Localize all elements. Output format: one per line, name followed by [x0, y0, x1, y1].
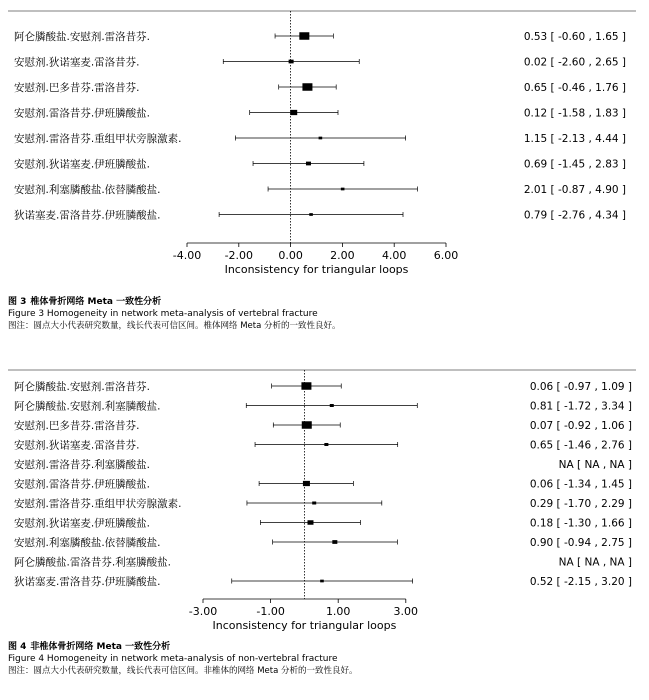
study-label: 阿仑膦酸盐.安慰剂.雷洛昔芬.	[14, 31, 151, 43]
x-tick-label: 0.00	[278, 249, 303, 262]
point-estimate	[307, 520, 313, 525]
study-label: 安慰剂.雷洛昔芬.伊班膦酸盐.	[14, 478, 151, 491]
study-label: 阿仑膦酸盐.雷洛昔芬.利塞膦酸盐.	[14, 556, 172, 569]
x-axis-label: Inconsistency for triangular loops	[224, 263, 409, 276]
study-label: 安慰剂.狄诺塞麦.伊班膦酸盐.	[14, 158, 151, 171]
point-estimate	[302, 83, 312, 91]
x-axis-label: Inconsistency for triangular loops	[212, 619, 397, 632]
point-estimate	[330, 404, 334, 407]
estimate-ci-text: 0.29 [ -1.70 , 2.29 ]	[529, 498, 632, 510]
figure-3-title-en: Figure 3 Homogeneity in network meta-analysis of vertebral fracture	[8, 309, 318, 319]
estimate-ci-text: NA [ NA , NA ]	[558, 556, 632, 569]
study-label: 安慰剂.利塞膦酸盐.依替膦酸盐.	[14, 537, 161, 549]
study-label: 安慰剂.利塞膦酸盐.依替膦酸盐.	[14, 184, 161, 196]
x-tick-label: 6.00	[433, 249, 459, 262]
study-label: 安慰剂.狄诺塞麦.雷洛昔芬.	[14, 56, 140, 69]
study-label: 狄诺塞麦.雷洛昔芬.伊班膦酸盐.	[14, 209, 161, 222]
figure-4-note: 图注：圆点大小代表研究数量，线长代表可信区间。非椎体的网络 Meta 分析的一致性良好。	[8, 666, 358, 676]
point-estimate	[302, 421, 312, 429]
x-tick-label: 1.00	[325, 605, 351, 618]
study-label: 安慰剂.狄诺塞麦.伊班膦酸盐.	[14, 517, 151, 530]
estimate-ci-text: 0.12 [ -1.58 , 1.83 ]	[523, 107, 626, 120]
estimate-ci-text: 0.18 [ -1.30 , 1.66 ]	[529, 517, 632, 530]
figure-3-note: 图注：圆点大小代表研究数量，线长代表可信区间。椎体网络 Meta 分析的一致性良好。	[8, 321, 341, 331]
estimate-ci-text: 0.90 [ -0.94 , 2.75 ]	[529, 537, 632, 549]
x-tick-label: -2.00	[224, 249, 254, 262]
estimate-ci-text: 0.02 [ -2.60 , 2.65 ]	[523, 56, 626, 69]
estimate-ci-text: NA [ NA , NA ]	[558, 459, 632, 471]
estimate-ci-text: 0.69 [ -1.45 , 2.83 ]	[523, 158, 626, 171]
figure-4-number: 图 4	[8, 642, 27, 652]
study-label: 阿仑膦酸盐.安慰剂.雷洛昔芬.	[14, 381, 151, 393]
estimate-ci-text: 0.65 [ -1.46 , 2.76 ]	[529, 439, 632, 452]
estimate-ci-text: 0.79 [ -2.76 , 4.34 ]	[523, 209, 626, 222]
point-estimate	[309, 213, 313, 216]
estimate-ci-text: 0.06 [ -0.97 , 1.09 ]	[529, 381, 632, 393]
figure-3-number: 图 3	[8, 297, 27, 307]
estimate-ci-text: 0.65 [ -0.46 , 1.76 ]	[523, 82, 626, 94]
point-estimate	[320, 580, 324, 583]
x-tick-label: 3.00	[393, 605, 419, 618]
x-tick-label: -4.00	[172, 249, 202, 262]
point-estimate	[306, 162, 311, 166]
estimate-ci-text: 1.15 [ -2.13 , 4.44 ]	[523, 133, 626, 145]
study-label: 安慰剂.雷洛昔芬.重组甲状旁腺激素.	[14, 133, 182, 145]
x-tick-label: 4.00	[381, 249, 407, 262]
study-label: 狄诺塞麦.雷洛昔芬.伊班膦酸盐.	[14, 576, 161, 588]
study-label: 安慰剂.巴多昔芬.雷洛昔芬.	[14, 420, 140, 432]
study-label: 安慰剂.狄诺塞麦.雷洛昔芬.	[14, 439, 140, 452]
point-estimate	[289, 60, 294, 64]
figure-3-title-cn: 椎体骨折网络 Meta 一致性分析	[30, 297, 162, 307]
estimate-ci-text: 0.07 [ -0.92 , 1.06 ]	[529, 420, 632, 432]
figure-4-caption	[8, 641, 358, 677]
study-label: 安慰剂.雷洛昔芬.利塞膦酸盐.	[14, 459, 151, 471]
x-tick-label: -1.00	[256, 605, 285, 618]
point-estimate	[319, 137, 323, 140]
estimate-ci-text: 2.01 [ -0.87 , 4.90 ]	[523, 184, 626, 196]
study-label: 安慰剂.雷洛昔芬.重组甲状旁腺激素.	[14, 498, 182, 510]
figure-4-title-cn: 非椎体骨折网络 Meta 一致性分析	[30, 642, 171, 652]
estimate-ci-text: 0.06 [ -1.34 , 1.45 ]	[529, 478, 632, 491]
study-label: 阿仑膦酸盐.安慰剂.利塞膦酸盐.	[14, 400, 161, 413]
point-estimate	[301, 382, 311, 390]
study-label: 安慰剂.雷洛昔芬.伊班膦酸盐.	[14, 107, 151, 120]
point-estimate	[303, 481, 310, 486]
point-estimate	[324, 443, 328, 446]
point-estimate	[299, 32, 309, 40]
x-tick-label: 2.00	[330, 249, 355, 262]
x-tick-label: -3.00	[188, 605, 218, 618]
estimate-ci-text: 0.53 [ -0.60 , 1.65 ]	[523, 31, 626, 43]
point-estimate	[341, 188, 345, 191]
point-estimate	[290, 110, 297, 115]
estimate-ci-text: 0.81 [ -1.72 , 3.34 ]	[529, 400, 632, 413]
figure-4-title-en: Figure 4 Homogeneity in network meta-analysis of non-vertebral fracture	[8, 654, 338, 664]
forest-plot-vertebral	[0, 0, 649, 290]
study-label: 安慰剂.巴多昔芬.雷洛昔芬.	[14, 82, 140, 94]
forest-plot-non-vertebral	[0, 350, 649, 640]
figure-3-caption	[8, 296, 341, 332]
point-estimate	[332, 540, 337, 544]
estimate-ci-text: 0.52 [ -2.15 , 3.20 ]	[529, 576, 632, 588]
point-estimate	[312, 502, 316, 505]
